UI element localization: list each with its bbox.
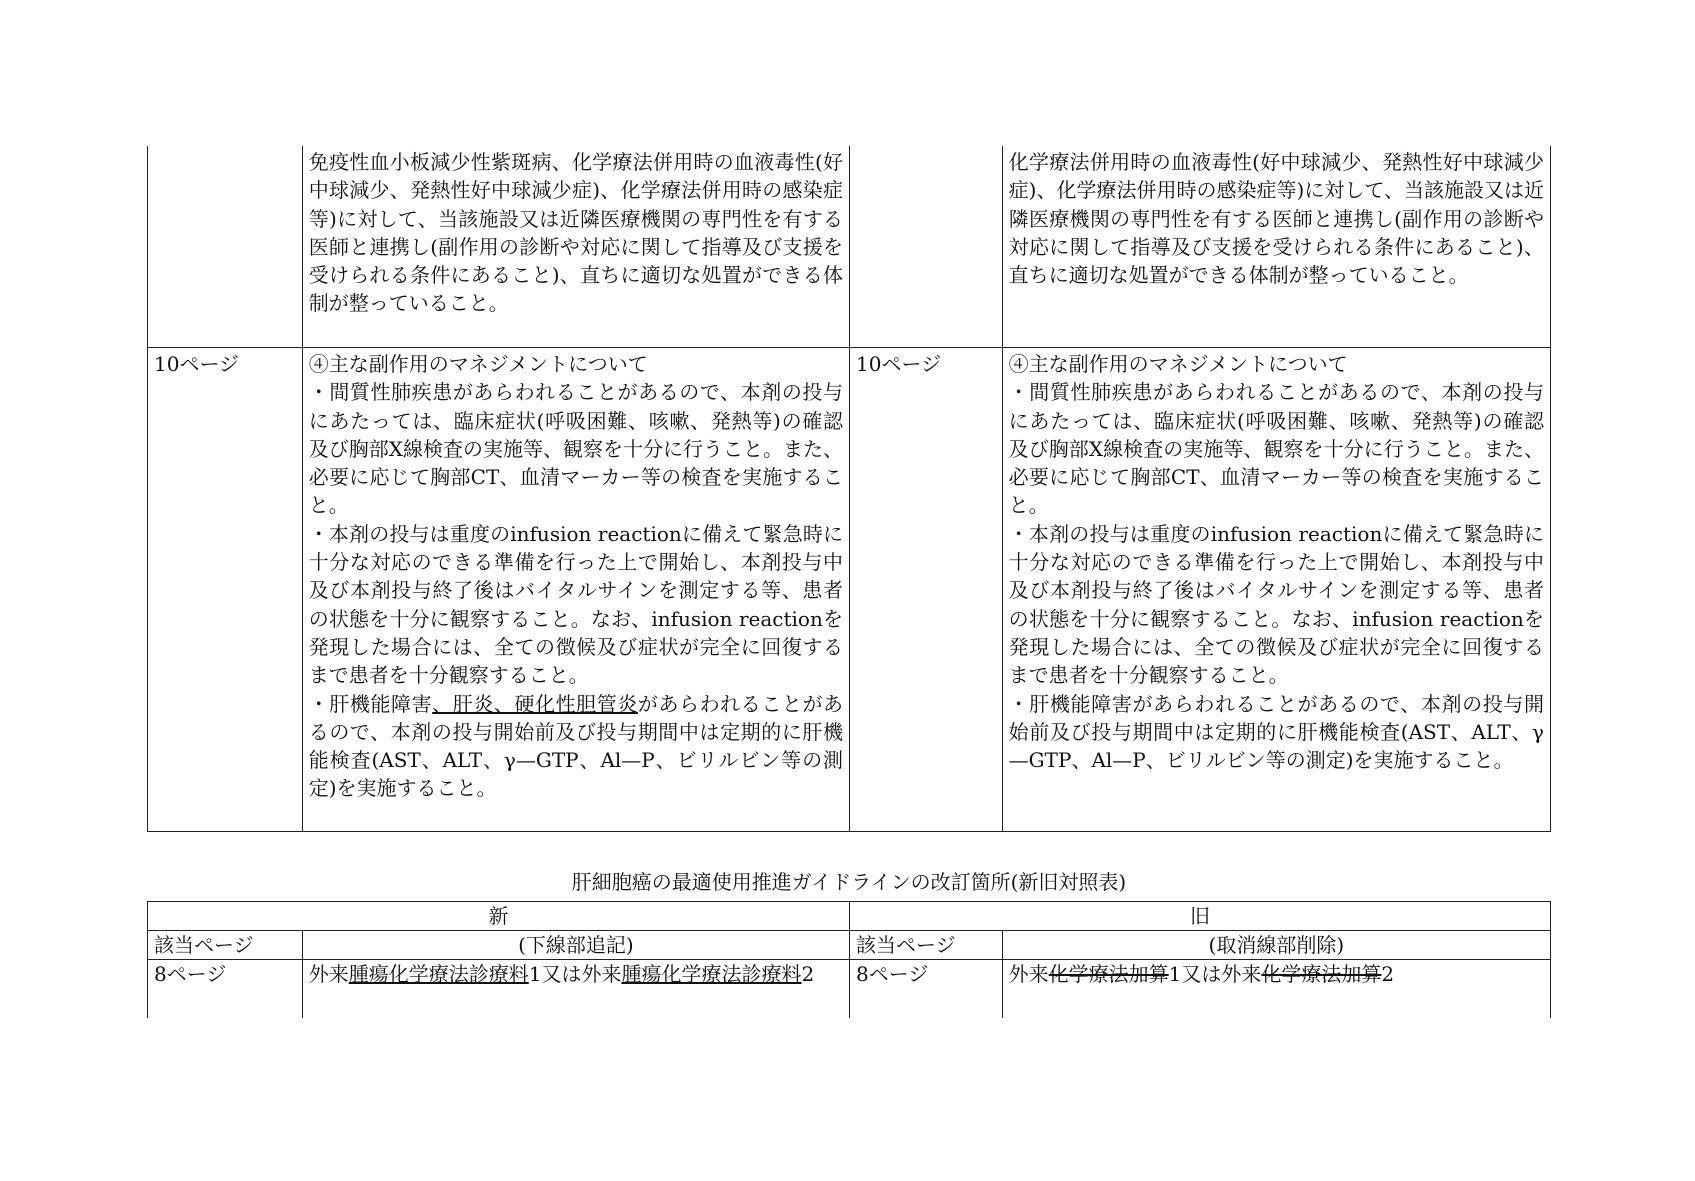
text-run: 1又は外来 <box>1168 962 1262 986</box>
underlined-addition: 腫瘍化学療法診療料 <box>348 962 529 986</box>
underlined-addition: 腫瘍化学療法診療料 <box>621 962 802 986</box>
text-run: 外来 <box>1008 962 1049 986</box>
strikethrough-deletion: 化学療法加算 <box>1261 962 1382 986</box>
paragraph: ・間質性肺疾患があらわれることがあるので、本剤の投与にあたっては、臨床症状(呼吸困難、咳嗽、発熱等)の確認及び胸部X線検査の実施等、観察を十分に行うこと。また、必要に応じて胸部CT、血清マーカー等の検査を実施すること。 <box>1008 380 1544 518</box>
text-run: があらわれることがあるので、本剤の投与開始前及び投与期間中は定期的に肝機能検査(AST、ALT、γ—GTP、Al—P、ビリルビン等の測定)を実施すること。 <box>308 691 844 801</box>
table-row <box>148 960 1551 1019</box>
text-run: 1又は外来 <box>528 962 622 986</box>
strikethrough-deletion: 化学療法加算 <box>1048 962 1169 986</box>
old-text-cell <box>1002 960 1550 1019</box>
page-column-header: 該当ページ <box>850 931 1003 960</box>
upper-comparison-table <box>147 146 1551 832</box>
paragraph: ・本剤の投与は重度のinfusion reactionに備えて緊急時に十分な対応のできる準備を行った上で開始し、本剤投与中及び本剤投与終了後はバイタルサインを測定する等、患者の状態を十分に観察すること。なお、infusion reactionを発現した場合には、全ての徴候及び症状が完全に回復するまで患者を十分観察すること。 <box>308 521 844 688</box>
text-run: 2 <box>801 962 815 986</box>
new-page-cell: 8ページ <box>148 960 303 1019</box>
old-text-cell <box>1002 348 1550 832</box>
old-note-header: (取消線部削除) <box>1002 931 1550 960</box>
old-page-cell: 10ページ <box>850 348 1003 832</box>
old-page-cell <box>850 146 1003 348</box>
table-header-row <box>148 902 1551 931</box>
text-run: 2 <box>1381 962 1395 986</box>
old-column-header: 旧 <box>850 902 1551 931</box>
paragraph <box>309 690 843 803</box>
new-column-header: 新 <box>148 902 850 931</box>
section-title: 肝細胞癌の最適使用推進ガイドラインの改訂箇所(新旧対照表) <box>571 870 1127 894</box>
lower-comparison-table <box>147 901 1551 1018</box>
table-subheader-row <box>148 931 1551 960</box>
table-row <box>148 348 1551 832</box>
page-column-header: 該当ページ <box>148 931 303 960</box>
old-page-cell: 8ページ <box>850 960 1003 1019</box>
underlined-addition: 、肝炎、硬化性胆管炎 <box>432 691 638 716</box>
paragraph: ・間質性肺疾患があらわれることがあるので、本剤の投与にあたっては、臨床症状(呼吸困難、咳嗽、発熱等)の確認及び胸部X線検査の実施等、観察を十分に行うこと。また、必要に応じて胸部CT、血清マーカー等の検査を実施すること。 <box>308 380 844 518</box>
new-note-header: (下線部追記) <box>302 931 849 960</box>
section-heading: ④主な副作用のマネジメントについて <box>308 352 648 376</box>
text-run: 外来 <box>308 962 349 986</box>
old-text-cell: 化学療法併用時の血液毒性(好中球減少、発熱性好中球減少症)、化学療法併用時の感染症等)に対して、当該施設又は近隣医療機関の専門性を有する医師と連携し(副作用の診断や対応に関して指導及び支援を受けられる条件にあること)、直ちに適切な処置ができる体制が整っていること。 <box>1002 146 1550 348</box>
new-text-cell <box>302 348 849 832</box>
text-run: ・肝機能障害 <box>308 691 433 716</box>
new-page-cell: 10ページ <box>148 348 303 832</box>
section-heading: ④主な副作用のマネジメントについて <box>1008 352 1348 376</box>
new-text-cell <box>302 960 849 1019</box>
new-page-cell <box>148 146 303 348</box>
new-text-cell: 免疫性血小板減少性紫斑病、化学療法併用時の血液毒性(好中球減少、発熱性好中球減少症)、化学療法併用時の感染症等)に対して、当該施設又は近隣医療機関の専門性を有する医師と連携し(副作用の診断や対応に関して指導及び支援を受けられる条件にあること)、直ちに適切な処置ができる体制が整っていること。 <box>302 146 849 348</box>
table-row <box>148 146 1551 348</box>
paragraph: ・本剤の投与は重度のinfusion reactionに備えて緊急時に十分な対応のできる準備を行った上で開始し、本剤投与中及び本剤投与終了後はバイタルサインを測定する等、患者の状態を十分に観察すること。なお、infusion reactionを発現した場合には、全ての徴候及び症状が完全に回復するまで患者を十分観察すること。 <box>1008 521 1544 688</box>
paragraph: ・肝機能障害があらわれることがあるので、本剤の投与開始前及び投与期間中は定期的に肝機能検査(AST、ALT、γ—GTP、Al—P、ビリルビン等の測定)を実施すること。 <box>1008 691 1544 773</box>
